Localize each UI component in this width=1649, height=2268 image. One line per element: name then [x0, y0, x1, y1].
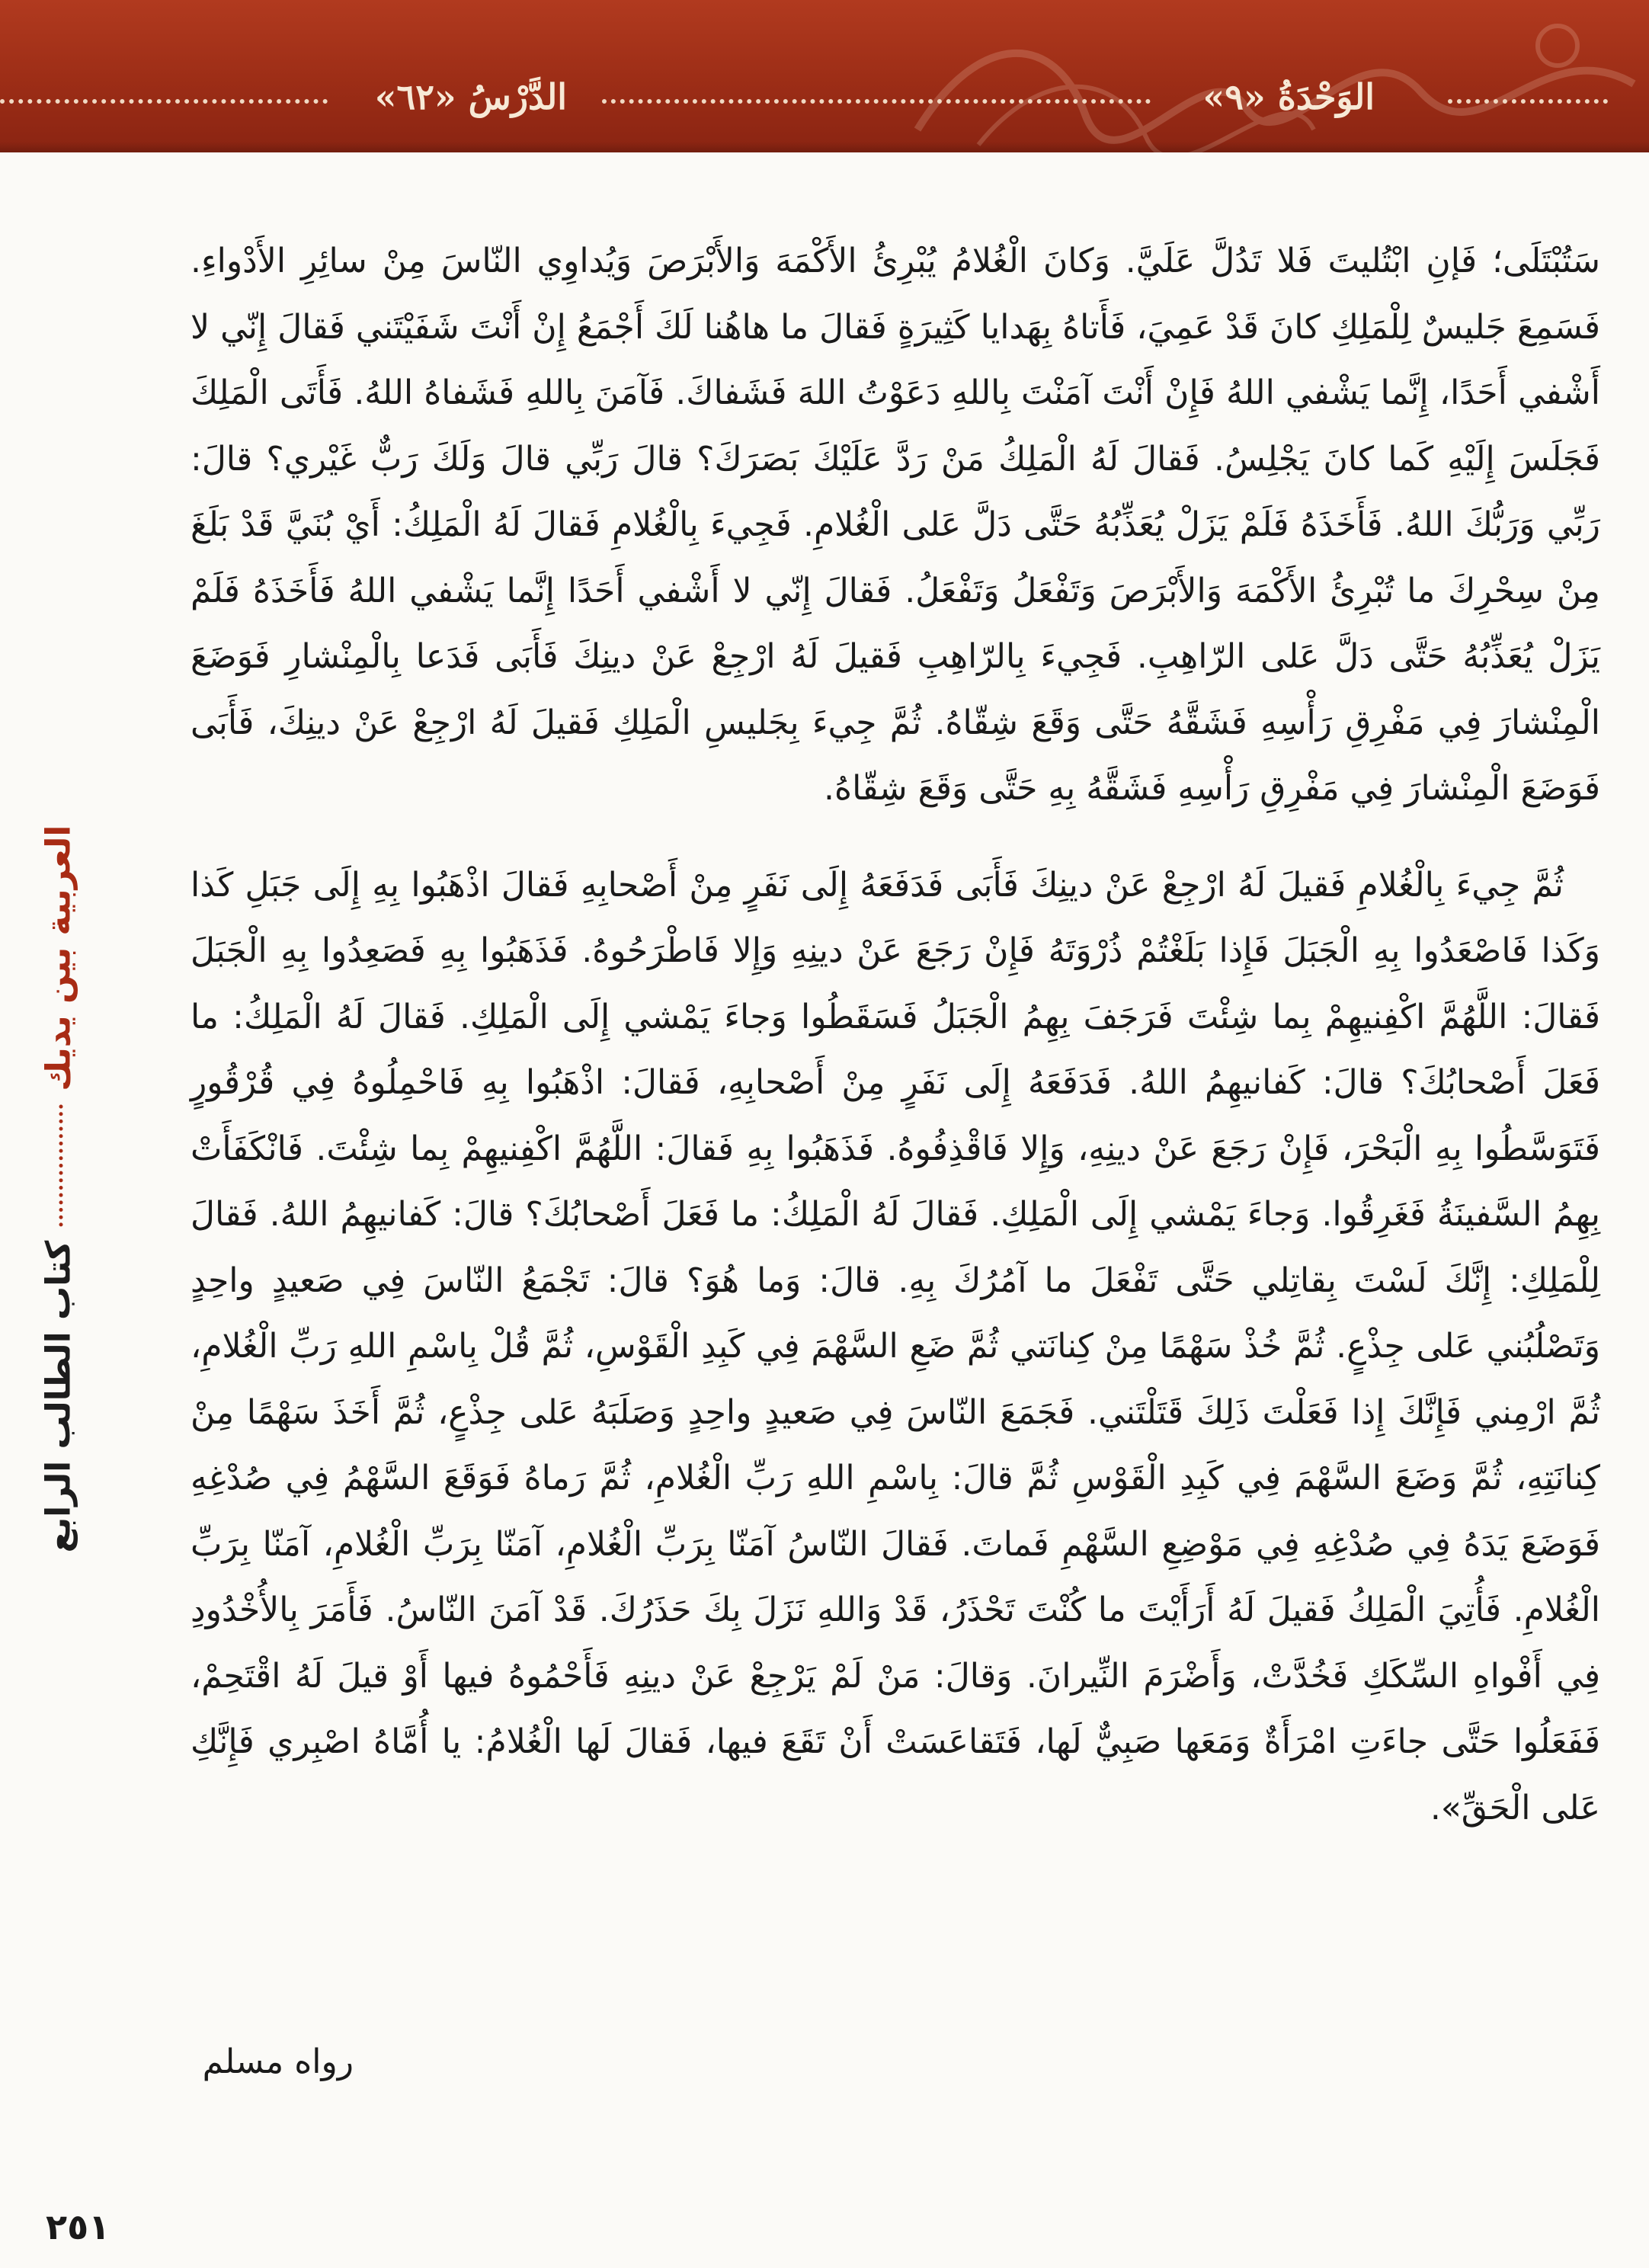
book-level: كتاب الطالب الرابع	[39, 1240, 78, 1553]
main-text	[191, 229, 1600, 1841]
side-dots-separator	[59, 1105, 62, 1227]
paragraph-1: سَتُبْتَلَى؛ فَإنِ ابْتُليتَ فَلا تَدُلَّ عَلَيَّ. وَكانَ الْغُلامُ يُبْرِئُ الأَكْمَهَ وَالأَبْرَصَ وَيُداوِي النّاسَ مِنْ سائِرِ الأَدْواءِ. فَسَمِعَ جَليسٌ لِلْمَلِكِ كانَ قَدْ عَمِيَ، فَأَتاهُ بِهَدايا كَثِيرَةٍ فَقالَ ما هاهُنا لَكَ أَجْمَعُ إِنْ أَنْتَ شَفَيْتَني فَقالَ إِنّي لا أَشْفي أَحَدًا، إِنَّما يَشْفي اللهُ فَإِنْ أَنْتَ آمَنْتَ بِاللهِ دَعَوْتُ اللهَ فَشَفاكَ. فَآمَنَ بِاللهِ فَشَفاهُ اللهُ. فَأَتَى الْمَلِكَ فَجَلَسَ إِلَيْهِ كَما كانَ يَجْلِسُ. فَقالَ لَهُ الْمَلِكُ مَنْ رَدَّ عَلَيْكَ بَصَرَكَ؟ قالَ رَبِّي قالَ وَلَكَ رَبٌّ غَيْري؟ قالَ: رَبِّي وَرَبُّكَ اللهُ. فَأَخَذَهُ فَلَمْ يَزَلْ يُعَذِّبُهُ حَتَّى دَلَّ عَلى الْغُلامِ. فَجِيءَ بِالْغُلامِ فَقالَ لَهُ الْمَلِكُ: أَيْ بُنَيَّ قَدْ بَلَغَ مِنْ سِحْرِكَ ما تُبْرِئُ الأَكْمَهَ وَالأَبْرَصَ وَتَفْعَلُ وَتَفْعَلُ. فَقالَ إِنّي لا أَشْفي أَحَدًا إِنَّما يَشْفي اللهُ فَأَخَذَهُ فَلَمْ يَزَلْ يُعَذِّبُهُ حَتَّى دَلَّ عَلى الرّاهِبِ. فَجِيءَ بِالرّاهِبِ فَقيلَ لَهُ ارْجِعْ عَنْ دينِكَ فَأَبَى فَدَعا بِالْمِنْشارِ فَوَضَعَ الْمِنْشارَ فِي مَفْرِقِ رَأْسِهِ فَشَقَّهُ حَتَّى وَقَعَ شِقّاهُ. ثُمَّ جِيءَ بِجَليسِ الْمَلِكِ فَقيلَ لَهُ ارْجِعْ عَنْ دينِكَ، فَأَبَى فَوَضَعَ الْمِنْشارَ فِي مَفْرِقِ رَأْسِهِ فَشَقَّهُ بِهِ حَتَّى وَقَعَ شِقّاهُ.	[191, 242, 1600, 808]
paragraph-2: ثُمَّ جِيءَ بِالْغُلامِ فَقيلَ لَهُ ارْجِعْ عَنْ دينِكَ فَأَبَى فَدَفَعَهُ إِلَى نَفَرٍ مِنْ أَصْحابِهِ فَقالَ اذْهَبُوا بِهِ إِلَى جَبَلِ كَذا وَكَذا فَاصْعَدُوا بِهِ الْجَبَلَ فَإِذا بَلَغْتُمْ ذُرْوَتَهُ فَإِنْ رَجَعَ عَنْ دينِهِ وَإِلا فَاطْرَحُوهُ. فَذَهَبُوا بِهِ فَصَعِدُوا بِهِ الْجَبَلَ فَقالَ: اللَّهُمَّ اكْفِنيهِمْ بِما شِئْتَ فَرَجَفَ بِهِمُ الْجَبَلُ فَسَقَطُوا وَجاءَ يَمْشي إِلَى الْمَلِكِ. فَقالَ لَهُ الْمَلِكُ: ما فَعَلَ أَصْحابُكَ؟ قالَ: كَفانيهِمُ اللهُ. فَدَفَعَهُ إِلَى نَفَرٍ مِنْ أَصْحابِهِ، فَقالَ: اذْهَبُوا بِهِ فَاحْمِلُوهُ فِي قُرْقُورٍ فَتَوَسَّطُوا بِهِ الْبَحْرَ، فَإِنْ رَجَعَ عَنْ دينِهِ، وَإِلا فَاقْذِفُوهُ. فَذَهَبُوا بِهِ فَقالَ: اللَّهُمَّ اكْفِنيهِمْ بِما شِئْتَ. فَانْكَفَأَتْ بِهِمُ السَّفينَةُ فَغَرِقُوا. وَجاءَ يَمْشي إِلَى الْمَلِكِ. فَقالَ لَهُ الْمَلِكُ: ما فَعَلَ أَصْحابُكَ؟ قالَ: كَفانيهِمُ اللهُ. فَقالَ لِلْمَلِكِ: إِنَّكَ لَسْتَ بِقاتِلي حَتَّى تَفْعَلَ ما آمُرُكَ بِهِ. قالَ: وَما هُوَ؟ قالَ: تَجْمَعُ النّاسَ فِي صَعيدٍ واحِدٍ وَتَصْلُبُني عَلى جِذْعٍ. ثُمَّ خُذْ سَهْمًا مِنْ كِنانَتي ثُمَّ ضَعِ السَّهْمَ فِي كَبِدِ الْقَوْسِ، ثُمَّ قُلْ بِاسْمِ اللهِ رَبِّ الْغُلامِ، ثُمَّ ارْمِني فَإِنَّكَ إِذا فَعَلْتَ ذَلِكَ قَتَلْتَني. فَجَمَعَ النّاسَ فِي صَعيدٍ واحِدٍ وَصَلَبَهُ عَلى جِذْعٍ، ثُمَّ أَخَذَ سَهْمًا مِنْ كِنانَتِهِ، ثُمَّ وَضَعَ السَّهْمَ فِي كَبِدِ الْقَوْسِ ثُمَّ قالَ: بِاسْمِ اللهِ رَبِّ الْغُلامِ، ثُمَّ رَماهُ فَوَقَعَ السَّهْمُ فِي صُدْغِهِ فَوَضَعَ يَدَهُ فِي صُدْغِهِ فِي مَوْضِعِ السَّهْمِ فَماتَ. فَقالَ النّاسُ آمَنّا بِرَبِّ الْغُلامِ، آمَنّا بِرَبِّ الْغُلامِ، آمَنّا بِرَبِّ الْغُلامِ. فَأُتِيَ الْمَلِكُ فَقيلَ لَهُ أَرَأَيْتَ ما كُنْتَ تَحْذَرُ، قَدْ وَاللهِ نَزَلَ بِكَ حَذَرُكَ. قَدْ آمَنَ النّاسُ. فَأَمَرَ بِالأُخْدُودِ فِي أَفْواهِ السِّكَكِ فَخُدَّتْ، وَأَضْرَمَ النِّيرانَ. وَقالَ: مَنْ لَمْ يَرْجِعْ عَنْ دينِهِ فَأَحْمُوهُ فيها أَوْ قيلَ لَهُ اقْتَحِمْ، فَفَعَلُوا حَتَّى جاءَتِ امْرَأَةٌ وَمَعَها صَبِيٌّ لَها، فَتَقاعَسَتْ أَنْ تَقَعَ فيها، فَقالَ لَها الْغُلامُ: يا أُمَّاهُ اصْبِري فَإِنَّكِ عَلى الْحَقِّ».	[191, 865, 1600, 1828]
header-dots-right	[1448, 96, 1608, 104]
side-text	[40, 825, 78, 1553]
book-name: العربية بين يديك	[39, 825, 78, 1091]
lesson-label: الدَّرْسُ «٦٢»	[374, 76, 567, 117]
header-dots-left	[0, 96, 328, 104]
page-number: ٢٥١	[46, 2206, 110, 2247]
header-band	[0, 0, 1649, 152]
header-dots-middle	[602, 96, 1151, 104]
source-citation: رواه مسلم	[202, 2042, 354, 2081]
unit-label: الوَحْدَةُ «٩»	[1202, 76, 1375, 117]
side-book-title	[9, 472, 108, 1905]
